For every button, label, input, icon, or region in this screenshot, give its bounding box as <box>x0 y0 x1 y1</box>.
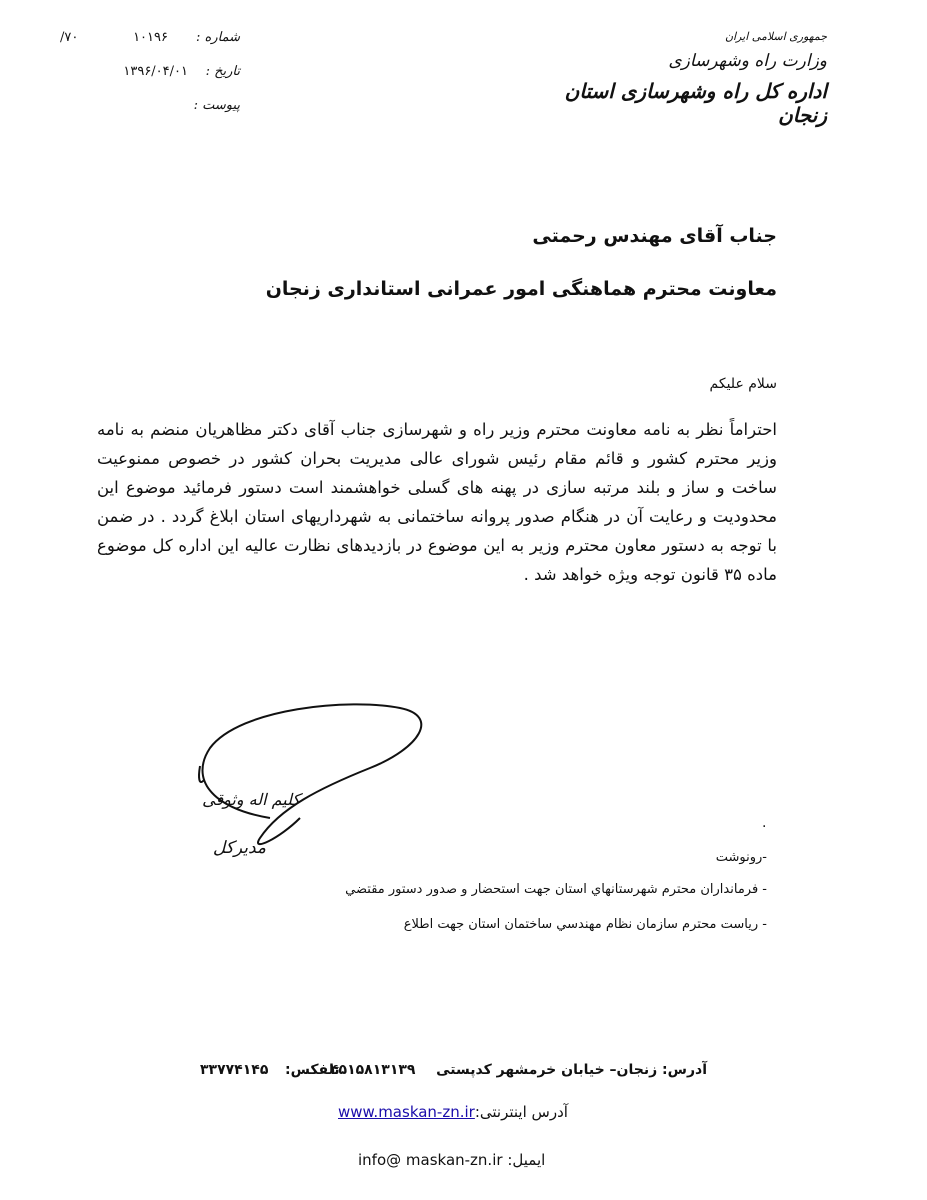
cc-item: - فرمانداران محترم شهرستانهاي استان جهت استحضار و صدور دستور مقتضي <box>345 882 767 897</box>
letter-body: احتراماً نظر به نامه معاونت محترم وزیر راه و شهرسازی جناب آقای دکتر مظاهریان منضم به نامه وزیر محترم کشور و قائم مقام رئیس شورای عالی مدیریت بحران کشور در خصوص ممنوعیت ساخت و ساز و بلند مرتبه سازی در پهنه های گسلی خواهشمند است دستور فرمائید موضوع این محدودیت و رعایت آن در هنگام صدور پروانه ساختمانی به شهرداریهای استان ابلاغ گردد . در ضمن با توجه به دستور معاون محترم وزیر به این موضوع در بازدیدهای نظارت عالیه این اداره کل موضوع ماده ۳۵ قانون توجه ویژه خواهد شد . <box>97 420 777 584</box>
footer-address: آدرس: زنجان– خیابان خرمشهر کدپستی <box>436 1062 707 1078</box>
number-label: شماره : <box>196 30 240 45</box>
letter-date: ۱۳۹۶/۰۴/۰۱ <box>123 64 188 79</box>
organization-header <box>527 30 827 127</box>
email-label: ایمیل: <box>507 1151 546 1169</box>
footer-fax-label: تلفکس: <box>285 1062 340 1078</box>
cc-title: -رونوشت <box>715 850 767 865</box>
recipient-name: جناب آقای مهندس رحمتی <box>532 225 777 247</box>
signature-title: مدیرکل <box>212 838 266 858</box>
website-link[interactable]: www.maskan-zn.ir <box>338 1103 475 1121</box>
greeting: سلام علیکم <box>709 376 777 392</box>
email-address[interactable]: info@ maskan-zn.ir <box>358 1151 503 1169</box>
cc-item: - رياست محترم سازمان نظام مهندسي ساختمان استان جهت اطلاع <box>403 917 767 932</box>
signature-name: کلیم اله وثوقی <box>202 790 300 809</box>
org-country: جمهوری اسلامی ایران <box>724 30 827 43</box>
separator-dot: . <box>762 815 767 831</box>
number-row <box>60 30 240 64</box>
email-line <box>358 1151 545 1169</box>
org-ministry: وزارت راه وشهرسازی <box>668 51 827 71</box>
footer-fax: ۳۳۷۷۴۱۴۵ <box>200 1062 269 1078</box>
date-row <box>70 64 240 98</box>
attachment-row <box>70 98 240 132</box>
letter-meta <box>60 30 240 132</box>
letter-extra-number: ۷۰/ <box>60 30 79 45</box>
attachment-label: پیوست : <box>193 98 240 113</box>
date-label: تاریخ : <box>205 64 240 79</box>
website-label: آدرس اینترنتی: <box>474 1103 568 1121</box>
website-line <box>338 1103 568 1121</box>
footer-postal-code: ۴۵۱۵۸۱۳۱۳۹ <box>330 1062 416 1078</box>
recipient-title: معاونت محترم هماهنگی امور عمرانی استانداری زنجان <box>265 278 777 300</box>
letter-number: ۱۰۱۹۶ <box>133 30 168 45</box>
org-department: اداره کل راه وشهرسازی استان زنجان <box>564 79 827 127</box>
